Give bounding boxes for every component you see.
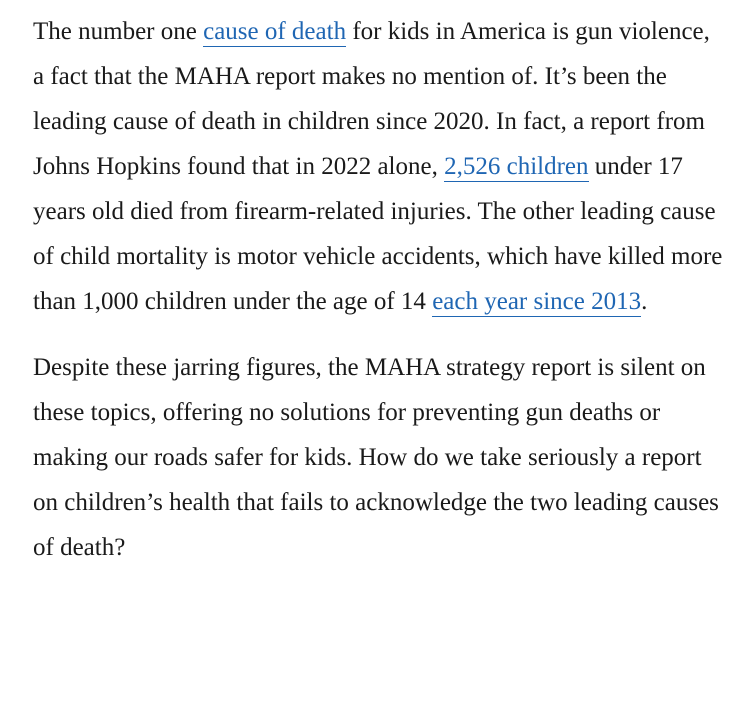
paragraph-text: under 17 years old died from firearm-related injuries. The other leading cause of child mortality is motor vehicle accidents, which have killed more than 1,000 children under the age of 14: [33, 153, 723, 315]
cause-of-death-link[interactable]: cause of death: [203, 18, 347, 45]
article-body: [33, 9, 723, 570]
paragraph-text: for kids in America is gun violence, a fact that the MAHA report makes no mention of. It’s been the leading cause of death in children since 2020. In fact, a report from Johns Hopkins found that in 2022 alone,: [33, 18, 710, 180]
each-year-since-2013-link[interactable]: each year since 2013: [432, 288, 642, 315]
paragraph-text: The number one: [33, 18, 204, 45]
paragraph-maha-silence: Despite these jarring figures, the MAHA strategy report is silent on these topics, offering no solutions for preventing gun deaths or making our roads safer for kids. How do we take seriously a report on children’s health that fails to acknowledge the two leading causes of death?: [33, 354, 719, 561]
paragraph-text: .: [641, 288, 648, 315]
paragraph-gun-violence: [33, 9, 723, 324]
children-statistic-link[interactable]: 2,526 children: [444, 153, 589, 180]
